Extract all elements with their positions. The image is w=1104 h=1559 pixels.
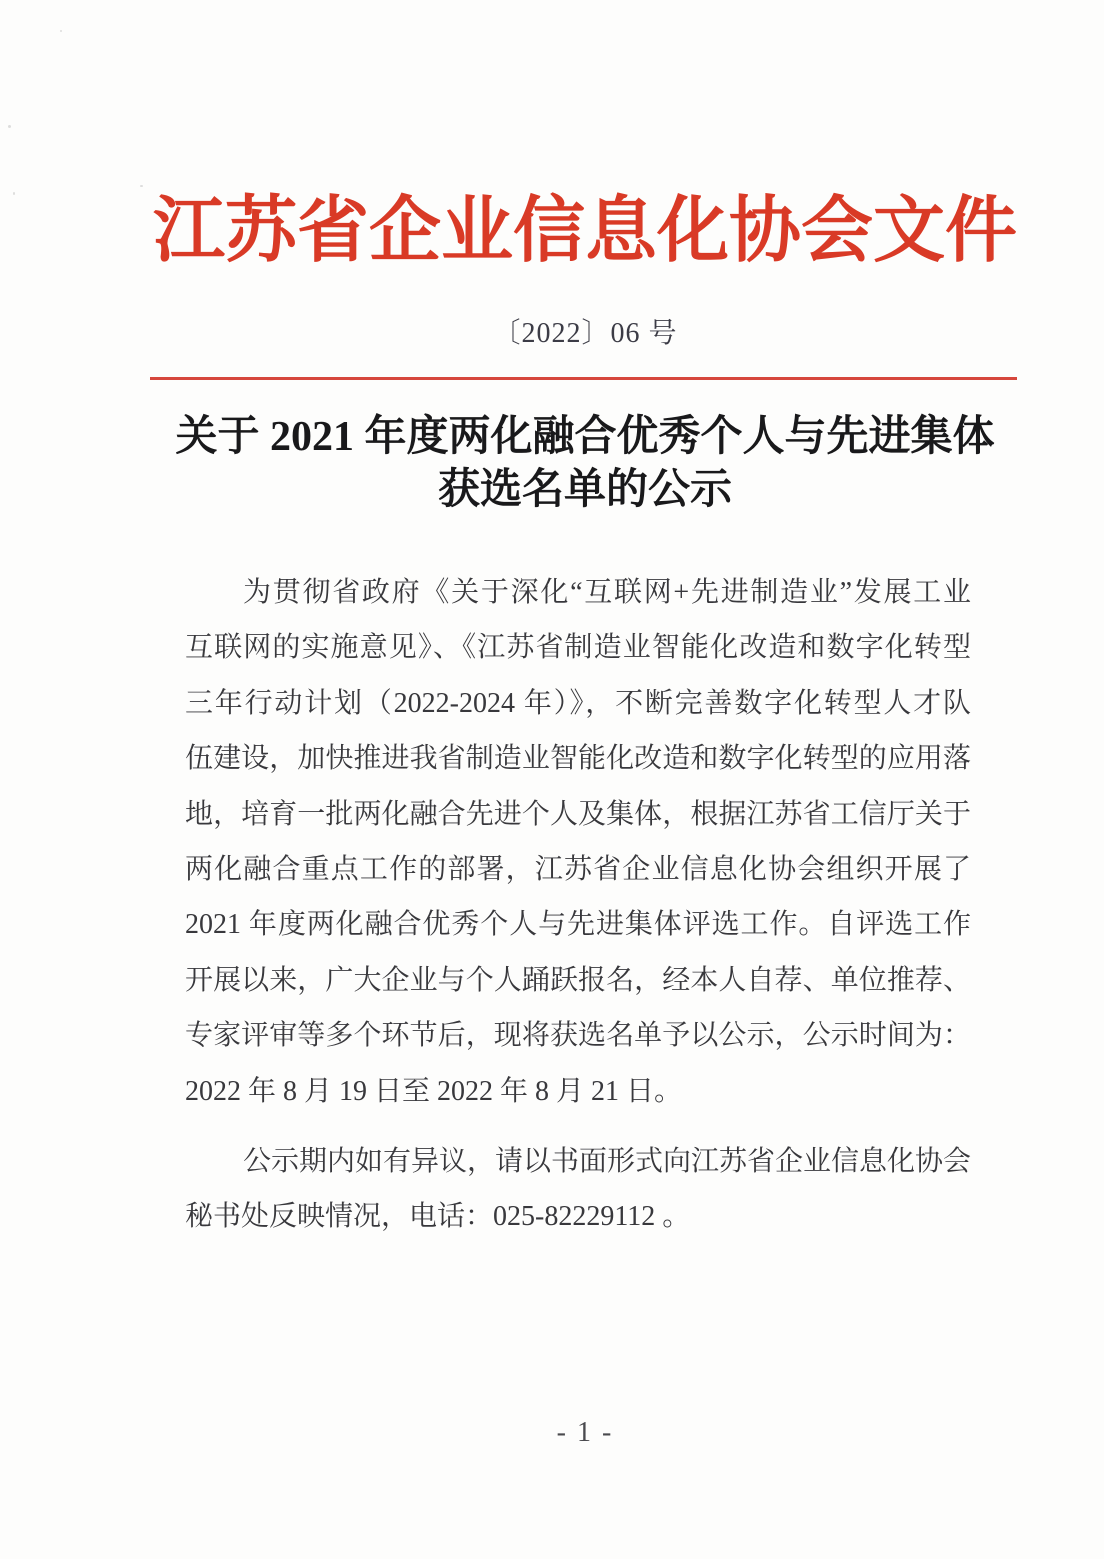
document-title xyxy=(150,411,1020,517)
text-line: 三年行动计划（2022-2024 年）》，不断完善数字化转型人才队 xyxy=(185,687,971,719)
text-line: 秘书处反映情况，电话：025-82229112 。 xyxy=(185,1201,691,1233)
doc-number: 〔2022〕06 号 xyxy=(492,318,678,349)
scan-speck xyxy=(13,192,15,195)
text-line: 互联网的实施意见》、《江苏省制造业智能化改造和数字化转型 xyxy=(185,632,971,664)
text-line: 2022 年 8 月 19 日至 2022 年 8 月 21 日。 xyxy=(185,1075,683,1107)
text-line: 为贯彻省政府《关于深化“互联网+先进制造业”发展工业 xyxy=(243,577,971,608)
text-line: 专家评审等多个环节后，现将获选名单予以公示，公示时间为： xyxy=(185,1020,971,1052)
text-line: 地，培育一批两化融合先进个人及集体，根据江苏省工信厅关于 xyxy=(185,798,971,830)
org-title: 江苏省企业信息化协会文件 xyxy=(152,191,1017,271)
scan-speck xyxy=(60,30,62,32)
page-number: - 1 - xyxy=(556,1417,614,1448)
scan-speck xyxy=(8,125,11,128)
text-line: 开展以来，广大企业与个人踊跃报名，经本人自荐、单位推荐、 xyxy=(185,964,971,996)
text-line: 伍建设，加快推进我省制造业智能化改造和数字化转型的应用落 xyxy=(185,743,971,775)
body-paragraph-2 xyxy=(185,1134,971,1245)
body-paragraph-1 xyxy=(185,565,971,1119)
red-divider xyxy=(150,377,1017,380)
scan-speck xyxy=(140,185,143,187)
text-line: 公示期内如有异议，请以书面形式向江苏省企业信息化协会 xyxy=(243,1146,972,1178)
document-body xyxy=(185,565,971,1245)
document-title-line-1: 关于 2021 年度两化融合优秀个人与先进集体 xyxy=(175,414,995,460)
text-line: 2021 年度两化融合优秀个人与先进集体评选工作。自评选工作 xyxy=(185,909,971,941)
document-title-line-2: 获选名单的公示 xyxy=(437,467,732,513)
text-line: 两化融合重点工作的部署，江苏省企业信息化协会组织开展了 xyxy=(185,854,971,886)
